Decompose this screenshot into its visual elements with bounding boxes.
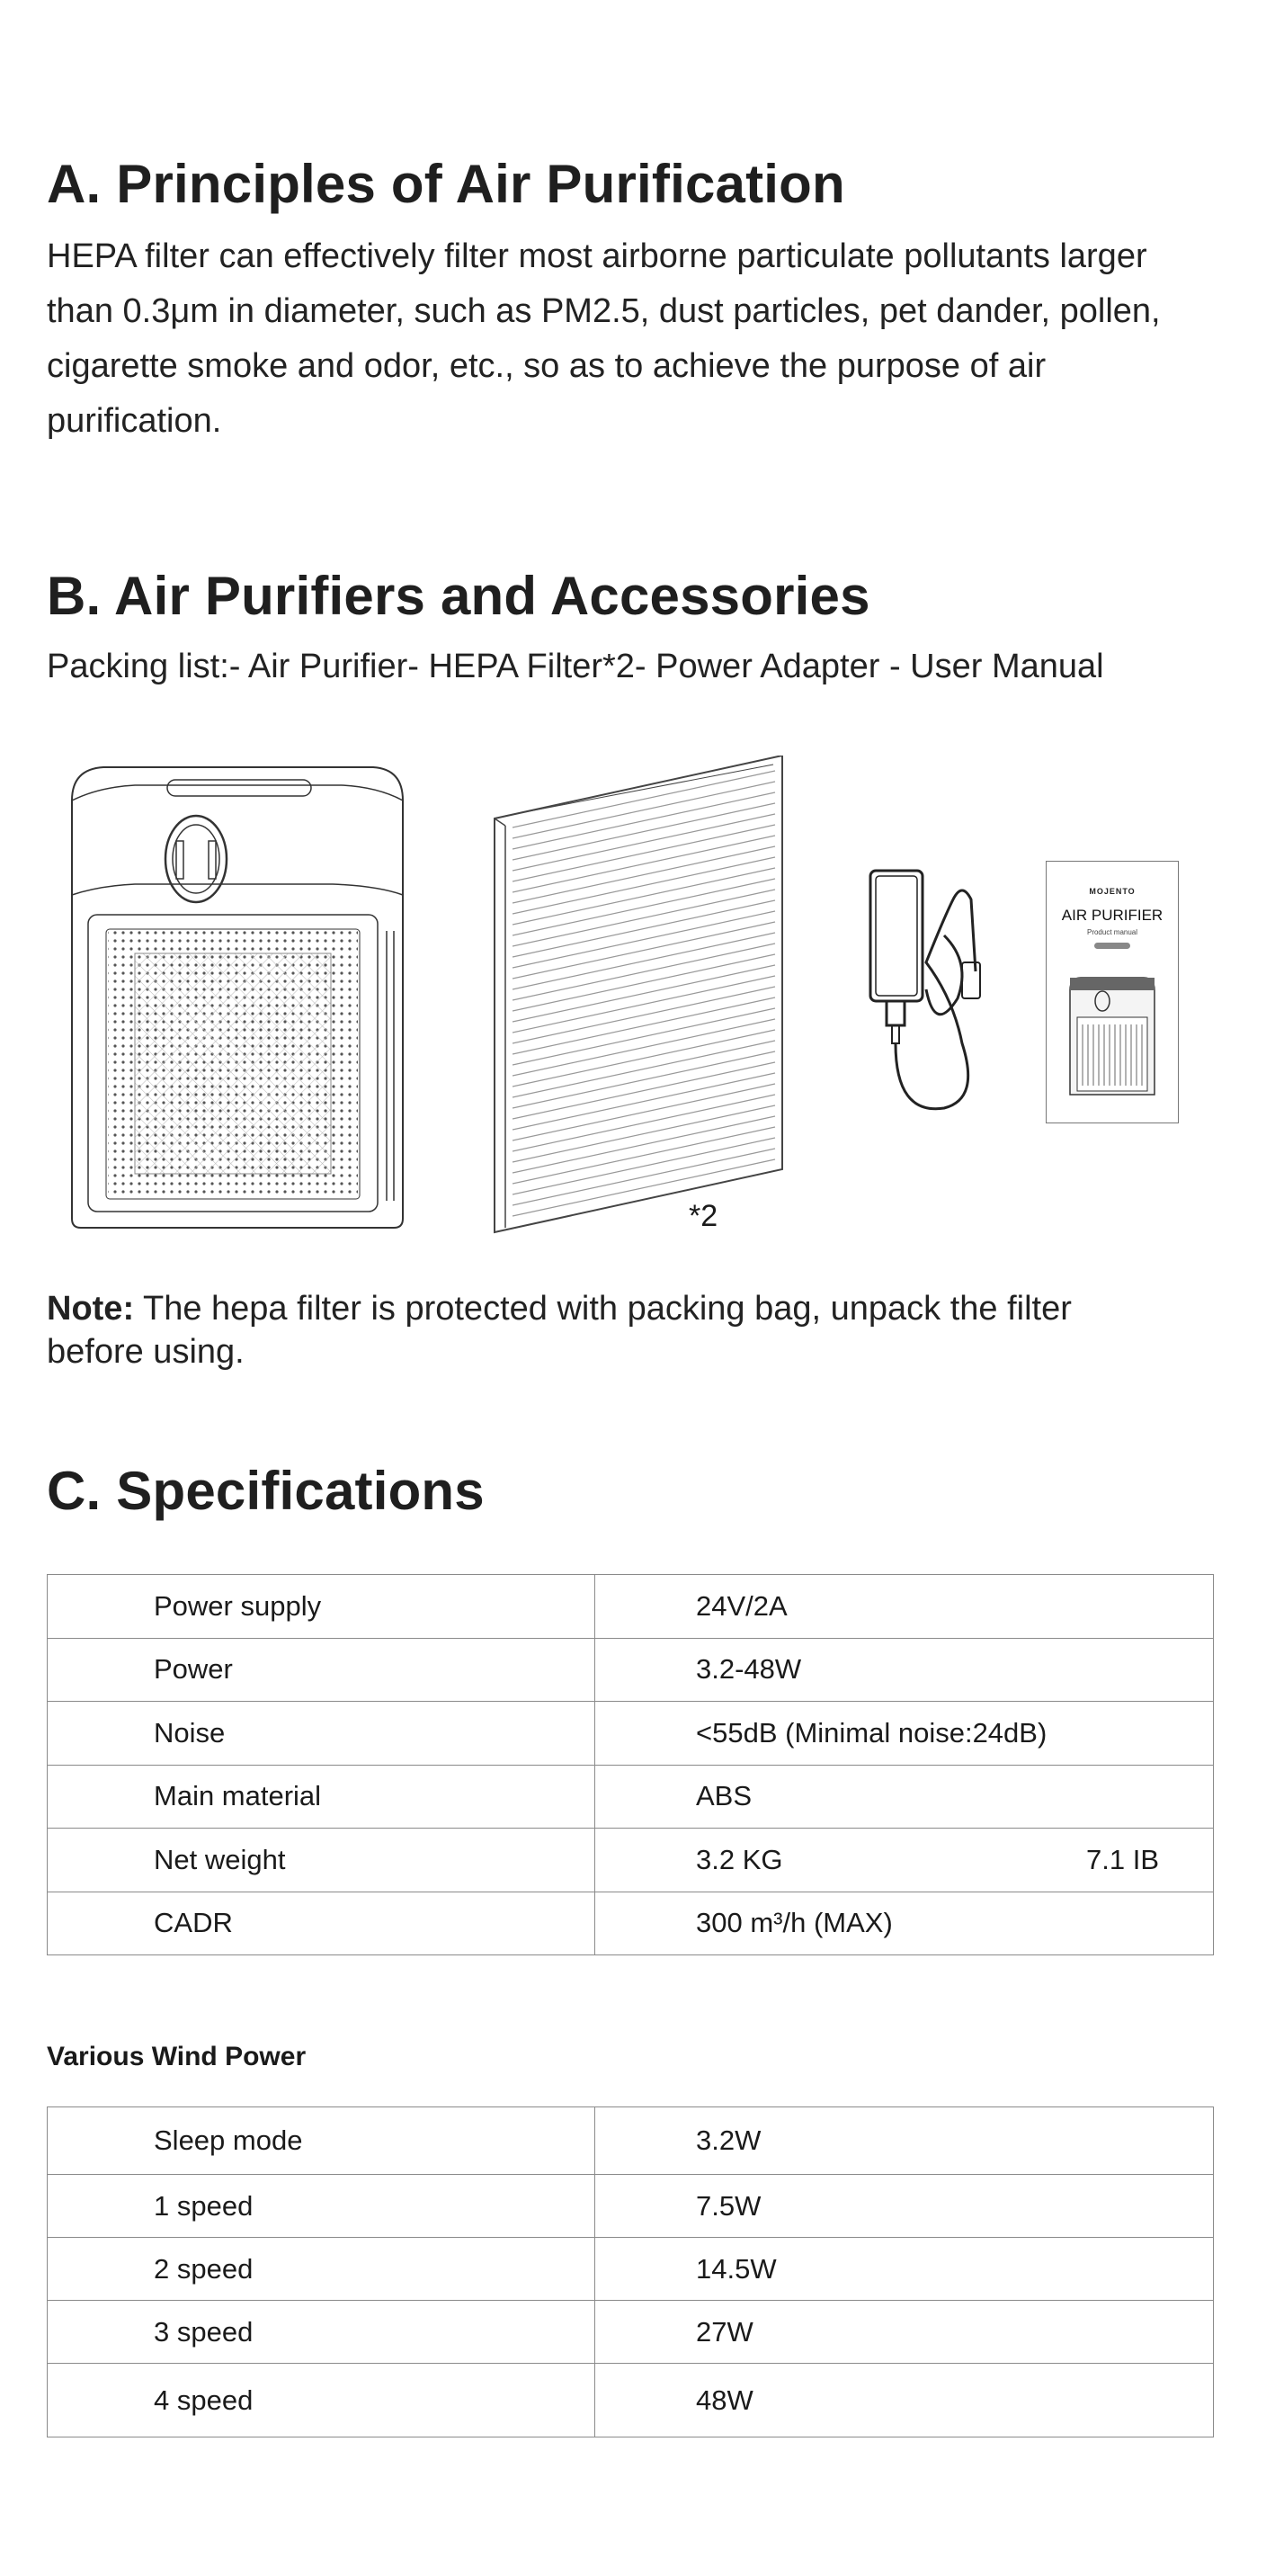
spec-label: CADR — [48, 1892, 595, 1955]
table-row — [48, 1892, 1214, 1955]
manual-subtitle: Product manual — [1086, 928, 1138, 936]
table-row — [48, 2364, 1214, 2437]
table-row — [48, 1765, 1214, 1829]
paragraph-line: purification. — [47, 402, 222, 440]
wind-power-table — [47, 2106, 1214, 2437]
note-line-1 — [47, 1287, 1234, 1330]
table-row — [48, 2175, 1214, 2238]
table-row — [48, 2238, 1214, 2301]
filter-quantity-label: *2 — [689, 1199, 718, 1233]
spec-value-alt: 7.1 IB — [1086, 1843, 1159, 1875]
wind-label: 3 speed — [48, 2301, 595, 2364]
note-text-2: before using. — [47, 1333, 245, 1371]
wind-value: 14.5W — [595, 2238, 1214, 2301]
spec-value-cell — [595, 1829, 1214, 1892]
spec-label: Power — [48, 1638, 595, 1702]
air-purifier-illustration — [63, 751, 414, 1237]
table-row — [48, 2301, 1214, 2364]
spec-value: 3.2 KG — [696, 1843, 783, 1875]
table-row — [48, 1575, 1214, 1639]
spec-label: Noise — [48, 1702, 595, 1766]
wind-label: 1 speed — [48, 2175, 595, 2238]
wind-power-title: Various Wind Power — [47, 2042, 307, 2071]
table-row — [48, 2107, 1214, 2175]
specifications-table — [47, 1574, 1214, 1955]
spec-value: <55dB (Minimal noise:24dB) — [595, 1702, 1214, 1766]
wind-value: 7.5W — [595, 2175, 1214, 2238]
note-label: Note: — [47, 1290, 135, 1328]
spec-label: Main material — [48, 1765, 595, 1829]
wind-label: 2 speed — [48, 2238, 595, 2301]
section-c-title: C. Specifications — [47, 1461, 485, 1521]
paragraph-line: HEPA filter can effectively filter most airborne particulate pollutants larger — [47, 237, 1147, 275]
manual-badge — [1094, 943, 1130, 949]
principles-paragraph — [47, 229, 1234, 449]
manual-purifier-icon — [1066, 974, 1158, 1100]
paragraph-line: than 0.3μm in diameter, such as PM2.5, dust particles, pet dander, pollen, — [47, 292, 1161, 330]
table-row — [48, 1702, 1214, 1766]
manual-brand: MOJENTO — [1089, 887, 1136, 896]
section-b-title: B. Air Purifiers and Accessories — [47, 566, 870, 626]
paragraph-line: cigarette smoke and odor, etc., so as to achieve the purpose of air — [47, 347, 1047, 385]
note-text-1: The hepa filter is protected with packing bag, unpack the filter — [134, 1290, 1072, 1328]
wind-value: 3.2W — [595, 2107, 1214, 2175]
wind-label: Sleep mode — [48, 2107, 595, 2175]
power-adapter-illustration — [854, 863, 998, 1124]
section-a-title: A. Principles of Air Purification — [47, 154, 845, 214]
spec-value: 3.2-48W — [595, 1638, 1214, 1702]
spec-value: 300 m³/h (MAX) — [595, 1892, 1214, 1955]
hepa-filter-illustration — [486, 756, 791, 1241]
packing-list: Packing list:- Air Purifier- HEPA Filter*2- Power Adapter - User Manual — [47, 648, 1104, 685]
wind-value: 48W — [595, 2364, 1214, 2437]
spec-value: ABS — [595, 1765, 1214, 1829]
table-row — [48, 1829, 1214, 1892]
wind-label: 4 speed — [48, 2364, 595, 2437]
wind-value: 27W — [595, 2301, 1214, 2364]
spec-label: Net weight — [48, 1829, 595, 1892]
spec-label: Power supply — [48, 1575, 595, 1639]
spec-value: 24V/2A — [595, 1575, 1214, 1639]
manual-title: AIR PURIFIER — [1061, 907, 1163, 924]
user-manual-illustration — [1046, 861, 1179, 1123]
note — [47, 1287, 1234, 1373]
table-row — [48, 1638, 1214, 1702]
